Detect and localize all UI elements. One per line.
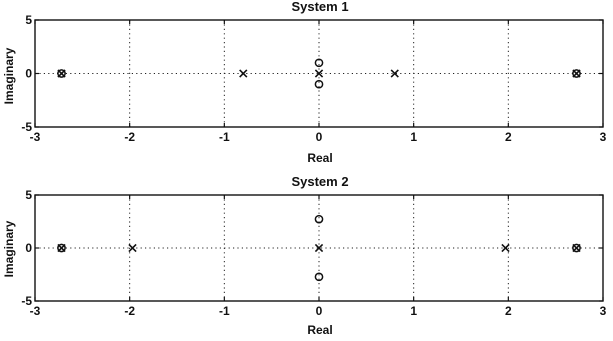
y-tick-label: 5 [25,13,32,27]
x-tick-label: 3 [599,130,607,144]
chart-title: System 1 [291,0,349,14]
x-tick-label: -3 [29,130,41,144]
x-tick-label: 2 [504,304,512,318]
y-tick-label: -5 [21,120,32,134]
y-tick-label: -5 [21,294,32,308]
y-tick-label: 0 [25,66,32,81]
system-2-plot [2,174,607,337]
y-tick-label: 0 [25,241,32,255]
pole-marker [573,70,580,77]
x-tick-label: 0 [315,304,323,318]
x-tick-label: 2 [504,130,512,144]
x-tick-label: -3 [29,304,41,318]
pole-marker [58,244,65,251]
x-axis-label: Real [307,151,333,165]
x-tick-label: -2 [124,130,136,144]
x-tick-label: 3 [599,304,607,318]
x-tick-label: -1 [218,304,230,318]
pole-marker [573,244,580,251]
y-axis-label: Imaginary [2,47,16,105]
x-tick-label: -2 [124,304,136,318]
x-tick-label: 0 [315,130,323,144]
x-tick-label: 1 [410,130,418,144]
pole-marker [58,70,65,77]
x-axis-label: Real [307,323,333,337]
pole-marker [240,70,247,77]
y-tick-label: 5 [25,188,32,202]
chart-title: System 2 [291,174,349,189]
x-tick-label: 1 [410,304,418,318]
y-axis-label: Imaginary [2,220,16,278]
x-tick-label: -1 [218,130,230,144]
system-1-plot [2,0,607,165]
